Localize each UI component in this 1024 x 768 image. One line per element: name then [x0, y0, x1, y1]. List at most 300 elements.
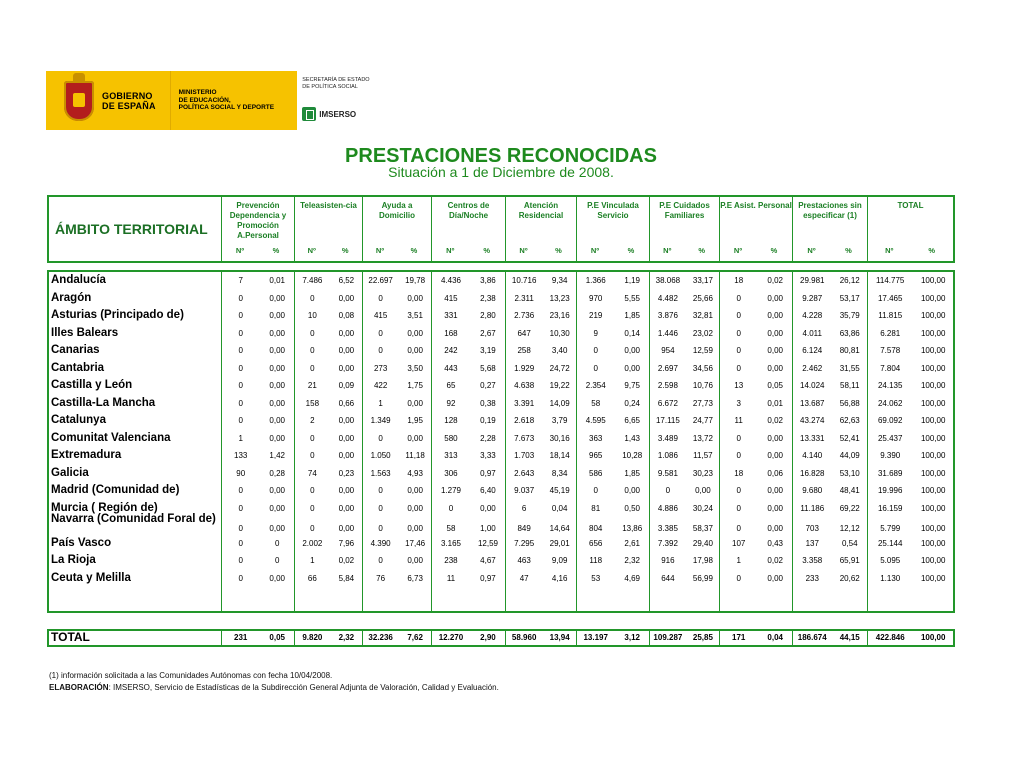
percent-cell: 2,80 [480, 311, 496, 320]
count-cell: 0 [310, 364, 315, 373]
percent-cell: 31,55 [839, 364, 860, 373]
header-banner [46, 71, 379, 130]
count-cell: 0 [238, 486, 243, 495]
count-subheader: Nº [375, 246, 385, 255]
secretaria-text: SECRETARÍA DE ESTADO DE POLÍTICA SOCIAL [302, 77, 370, 90]
count-cell: 11.815 [878, 311, 903, 320]
column-group-header [505, 197, 576, 261]
percent-cell: 34,56 [692, 364, 713, 373]
count-cell: 9.581 [657, 469, 678, 478]
column-group-header [719, 197, 792, 261]
count-cell: 804 [589, 524, 603, 533]
percent-cell: 10,76 [692, 381, 713, 390]
percent-cell: 56,99 [692, 574, 713, 583]
percent-cell: 69,22 [839, 504, 860, 513]
count-cell: 0 [238, 311, 243, 320]
percent-cell: 2,61 [624, 539, 640, 548]
count-cell: 2 [310, 416, 315, 425]
percent-cell: 48,41 [839, 486, 860, 495]
count-cell: 2.002 [302, 539, 323, 548]
percent-cell: 62,63 [839, 416, 860, 425]
region-name: Catalunya [51, 414, 106, 426]
region-name: Galicia [51, 467, 89, 479]
count-subheader: Nº [446, 246, 455, 255]
column-group-header [867, 197, 953, 261]
count-cell: 0 [378, 556, 383, 565]
percent-cell: 35,79 [839, 311, 860, 320]
region-name: La Rioja [51, 554, 96, 566]
count-cell: 3.489 [657, 434, 678, 443]
percent-cell: 12,59 [692, 346, 713, 355]
count-cell: 0 [665, 486, 671, 495]
ministerio-text: MINISTERIO DE EDUCACIÓN, POLÍTICA SOCIAL Y DEPORTE [178, 89, 275, 112]
count-cell: 7.673 [514, 434, 535, 443]
region-name: Illes Balears [51, 327, 119, 339]
percent-cell: 0,00 [338, 346, 355, 355]
percent-cell: 14,64 [549, 524, 570, 533]
percent-cell: 0,02 [767, 416, 783, 425]
percent-subheader: % [770, 246, 778, 255]
percent-cell: 23,02 [692, 329, 713, 338]
count-cell: 0 [310, 504, 315, 513]
count-cell: 0 [238, 416, 243, 425]
percent-cell: 0,00 [269, 574, 285, 583]
percent-cell: 4,16 [551, 574, 568, 583]
percent-cell: 30,16 [549, 434, 570, 443]
percent-cell: 1,00 [480, 524, 496, 533]
percent-cell: 17,46 [405, 539, 426, 548]
count-cell: 703 [805, 524, 819, 533]
percent-cell: 6,40 [480, 486, 496, 495]
percent-cell: 0,00 [269, 311, 285, 320]
percent-cell: 0,04 [767, 633, 783, 642]
percent-cell: 24,72 [549, 364, 570, 373]
column-group-label: Prestaciones sin especificar (1) [798, 201, 862, 220]
column-group-header [576, 197, 649, 261]
table-row [49, 326, 953, 343]
region-name: Castilla-La Mancha [51, 397, 156, 409]
count-cell: 1.929 [514, 364, 535, 373]
percent-cell: 1,42 [269, 451, 285, 460]
percent-cell: 0,00 [767, 346, 783, 355]
count-cell: 43.274 [800, 416, 825, 425]
count-cell: 954 [661, 346, 675, 355]
count-cell: 7.804 [880, 364, 901, 373]
percent-cell: 3,40 [551, 346, 568, 355]
count-cell: 4.886 [657, 504, 678, 513]
footnote-elaboracion: ELABORACIÓN: IMSERSO, Servicio de Estadísticas de la Subdirección General Adjunta de Valoración, Calidad y Evaluación. [49, 683, 499, 692]
column-group-header [294, 197, 362, 261]
count-cell: 5.799 [880, 524, 901, 533]
count-cell: 0 [736, 524, 741, 533]
percent-cell: 6,65 [624, 416, 640, 425]
count-cell: 656 [589, 539, 603, 548]
percent-cell: 19,22 [549, 381, 570, 390]
percent-cell: 58,37 [692, 524, 713, 533]
percent-cell: 33,17 [692, 276, 713, 285]
region-name: Andalucía [51, 274, 106, 286]
count-cell: 7.392 [657, 539, 678, 548]
region-name: TOTAL [51, 630, 90, 644]
percent-cell: 0,23 [338, 469, 355, 478]
percent-cell: 2,32 [338, 633, 355, 642]
percent-cell: 0,00 [269, 486, 285, 495]
table-row [49, 431, 953, 448]
count-cell: 586 [589, 469, 603, 478]
count-cell: 2.736 [514, 311, 535, 320]
percent-cell: 1,75 [407, 381, 423, 390]
total-row [49, 630, 953, 647]
table-row [49, 396, 953, 413]
count-cell: 76 [376, 574, 386, 583]
percent-cell: 0,00 [407, 504, 423, 513]
percent-cell: 0,00 [767, 524, 783, 533]
count-cell: 4.595 [585, 416, 606, 425]
percent-cell: 30,23 [692, 469, 713, 478]
percent-cell: 8,34 [551, 469, 568, 478]
percent-cell: 0,00 [269, 416, 285, 425]
count-cell: 53 [591, 574, 601, 583]
count-cell: 2.354 [585, 381, 606, 390]
column-group-header [431, 197, 505, 261]
percent-cell: 0,00 [624, 364, 640, 373]
count-cell: 7 [238, 276, 243, 285]
gobierno-text: GOBIERNO DE ESPAÑA [102, 90, 156, 111]
table-row [49, 273, 953, 290]
coat-of-arms-icon [64, 81, 94, 121]
percent-cell: 0,00 [269, 346, 285, 355]
count-cell: 0 [238, 539, 243, 548]
count-cell: 66 [307, 574, 317, 583]
column-group-label: P.E Vinculada Servicio [587, 201, 639, 220]
count-cell: 4.228 [802, 311, 823, 320]
percent-cell: 3,79 [551, 416, 568, 425]
count-cell: 0 [593, 486, 598, 495]
percent-cell: 18,14 [549, 451, 570, 460]
count-subheader: Nº [733, 246, 743, 255]
count-cell: 13.331 [800, 434, 825, 443]
count-cell: 0 [310, 524, 315, 533]
count-cell: 2.697 [657, 364, 678, 373]
percent-cell: 0,00 [407, 524, 423, 533]
count-cell: 0 [310, 329, 315, 338]
percent-cell: 0,00 [338, 451, 355, 460]
count-cell: 114.775 [876, 276, 905, 285]
column-group-header [362, 197, 431, 261]
percent-cell: 0,00 [269, 329, 285, 338]
percent-cell: 24,77 [692, 416, 713, 425]
percent-cell: 12,59 [477, 539, 498, 548]
count-cell: 0 [736, 294, 741, 303]
count-cell: 415 [444, 294, 458, 303]
percent-cell: 100,00 [920, 276, 946, 285]
count-cell: 25.144 [877, 539, 903, 548]
count-cell: 133 [234, 451, 248, 460]
percent-cell: 3,86 [480, 276, 496, 285]
table-row [49, 343, 953, 360]
count-cell: 13 [734, 381, 744, 390]
percent-cell: 0,00 [407, 434, 423, 443]
percent-cell: 0,66 [338, 399, 355, 408]
region-name: País Vasco [51, 537, 112, 549]
percent-cell: 0 [274, 539, 280, 548]
count-cell: 0 [593, 346, 598, 355]
percent-cell: 0,19 [480, 416, 496, 425]
count-cell: 0 [736, 346, 741, 355]
count-cell: 9.820 [302, 633, 323, 642]
count-cell: 331 [444, 311, 458, 320]
percent-cell: 0,27 [480, 381, 496, 390]
percent-subheader: % [928, 246, 936, 255]
count-cell: 647 [517, 329, 531, 338]
percent-cell: 0,54 [841, 539, 858, 548]
count-cell: 0 [593, 364, 598, 373]
count-cell: 118 [589, 556, 603, 565]
count-cell: 137 [805, 539, 819, 548]
percent-cell: 0,05 [269, 633, 285, 642]
column-group-header [221, 197, 294, 261]
percent-cell: 0,02 [767, 276, 783, 285]
count-cell: 219 [589, 311, 603, 320]
count-cell: 1.130 [880, 574, 901, 583]
percent-cell: 25,85 [692, 633, 713, 642]
column-group-label: Centros de Día/Noche [447, 201, 490, 220]
count-cell: 25.437 [877, 434, 903, 443]
count-subheader: Nº [663, 246, 672, 255]
percent-cell: 0,00 [269, 504, 285, 513]
column-group-label: P.E Asist. Personal [720, 201, 792, 210]
count-cell: 0 [736, 434, 741, 443]
table-row [49, 308, 953, 325]
count-cell: 3 [736, 399, 741, 408]
percent-cell: 0,00 [767, 486, 783, 495]
percent-cell: 45,19 [549, 486, 570, 495]
count-cell: 242 [444, 346, 458, 355]
count-cell: 9.037 [514, 486, 535, 495]
percent-cell: 0,02 [767, 556, 783, 565]
percent-cell: 0,00 [767, 294, 783, 303]
percent-cell: 14,09 [549, 399, 570, 408]
percent-cell: 0,28 [269, 469, 285, 478]
percent-cell: 0,50 [624, 504, 640, 513]
percent-cell: 53,17 [839, 294, 860, 303]
percent-subheader: % [410, 246, 418, 255]
count-cell: 2.598 [657, 381, 678, 390]
percent-subheader: % [845, 246, 852, 255]
percent-cell: 0,00 [407, 556, 423, 565]
count-cell: 2.462 [802, 364, 823, 373]
count-cell: 0 [736, 364, 741, 373]
count-cell: 19.996 [877, 486, 903, 495]
count-cell: 9.287 [802, 294, 823, 303]
count-cell: 109.287 [653, 633, 683, 642]
count-cell: 0 [238, 399, 243, 408]
region-name: Castilla y León [51, 379, 133, 391]
count-cell: 17.465 [877, 294, 903, 303]
count-cell: 0 [310, 486, 315, 495]
percent-cell: 0,00 [767, 434, 783, 443]
ministerio-block [170, 71, 298, 130]
count-cell: 0 [736, 451, 741, 460]
percent-cell: 0,00 [407, 399, 423, 408]
percent-cell: 5,84 [338, 574, 355, 583]
percent-cell: 0,00 [338, 434, 355, 443]
count-cell: 1 [736, 556, 741, 565]
count-cell: 4.140 [802, 451, 823, 460]
count-cell: 3.385 [657, 524, 678, 533]
count-cell: 258 [517, 346, 531, 355]
count-cell: 1.563 [370, 469, 391, 478]
table-row [49, 483, 953, 500]
percent-cell: 0,00 [338, 486, 355, 495]
percent-cell: 0,00 [269, 399, 285, 408]
percent-cell: 100,00 [920, 381, 946, 390]
count-cell: 24.062 [877, 399, 903, 408]
table-row [49, 571, 953, 588]
table-header [47, 195, 955, 263]
percent-cell: 11,18 [405, 451, 425, 460]
percent-cell: 11,57 [693, 451, 713, 460]
count-cell: 415 [373, 311, 388, 320]
percent-cell: 19,78 [405, 276, 426, 285]
percent-cell: 0,00 [407, 346, 423, 355]
count-cell: 1.703 [514, 451, 535, 460]
region-name: Ceuta y Melilla [51, 572, 131, 584]
percent-cell: 56,88 [839, 399, 860, 408]
percent-cell: 30,24 [692, 504, 713, 513]
percent-cell: 0,00 [767, 329, 783, 338]
percent-cell: 9,34 [551, 276, 568, 285]
count-cell: 31.689 [877, 469, 903, 478]
percent-cell: 0,00 [767, 451, 783, 460]
percent-cell: 100,00 [920, 574, 946, 583]
percent-cell: 13,23 [549, 294, 570, 303]
count-cell: 0 [310, 451, 315, 460]
percent-cell: 0,09 [338, 381, 355, 390]
column-group-header [649, 197, 719, 261]
imserso-logo [302, 107, 379, 121]
percent-cell: 6,73 [407, 574, 423, 583]
count-cell: 916 [661, 556, 675, 565]
region-name: Madrid (Comunidad de) [51, 484, 180, 496]
percent-cell: 0,00 [338, 504, 355, 513]
count-cell: 0 [378, 504, 383, 513]
column-group-header [792, 197, 867, 261]
percent-cell: 26,12 [839, 276, 860, 285]
percent-cell: 32,81 [692, 311, 713, 320]
count-cell: 14.024 [800, 381, 825, 390]
percent-cell: 10,30 [549, 329, 570, 338]
count-cell: 580 [444, 434, 458, 443]
count-cell: 18 [734, 469, 744, 478]
count-subheader: Nº [590, 246, 600, 255]
count-cell: 58 [446, 524, 456, 533]
count-cell: 422.846 [875, 633, 905, 642]
count-cell: 0 [238, 574, 243, 583]
percent-subheader: % [555, 246, 562, 255]
percent-cell: 0,01 [767, 399, 783, 408]
percent-cell: 5,68 [480, 364, 496, 373]
count-cell: 0 [378, 294, 383, 303]
percent-cell: 100,00 [920, 486, 946, 495]
percent-cell: 0,00 [269, 434, 285, 443]
count-cell: 0 [310, 294, 315, 303]
count-cell: 29.981 [800, 276, 825, 285]
count-cell: 0 [238, 524, 243, 533]
percent-cell: 3,33 [480, 451, 496, 460]
count-subheader: Nº [307, 246, 316, 255]
count-cell: 12.270 [438, 633, 464, 642]
count-cell: 107 [732, 539, 746, 548]
count-cell: 7.486 [302, 276, 323, 285]
percent-cell: 44,09 [839, 451, 860, 460]
percent-cell: 100,00 [920, 434, 946, 443]
table-row [49, 291, 953, 308]
percent-cell: 0,00 [767, 311, 783, 320]
count-cell: 1.279 [440, 486, 461, 495]
gobierno-block [46, 71, 170, 130]
percent-subheader: % [272, 246, 280, 255]
count-cell: 4.482 [657, 294, 678, 303]
count-cell: 90 [236, 469, 246, 478]
count-cell: 18 [734, 276, 744, 285]
count-cell: 10 [307, 311, 317, 320]
count-cell: 849 [517, 524, 531, 533]
percent-cell: 52,41 [839, 434, 860, 443]
percent-cell: 2,90 [480, 633, 496, 642]
count-cell: 2.311 [514, 294, 534, 303]
column-group-label: TOTAL [897, 201, 924, 210]
count-cell: 13.197 [583, 633, 608, 642]
count-cell: 1.349 [370, 416, 391, 425]
percent-cell: 1,43 [624, 434, 640, 443]
footnotes [49, 670, 499, 694]
count-cell: 69.092 [877, 416, 903, 425]
count-cell: 644 [661, 574, 675, 583]
percent-subheader: % [341, 246, 349, 255]
percent-cell: 13,72 [692, 434, 713, 443]
count-cell: 0 [736, 311, 741, 320]
table-row [49, 536, 953, 553]
percent-cell: 27,73 [692, 399, 713, 408]
percent-cell: 100,00 [920, 556, 946, 565]
region-name: Comunitat Valenciana [51, 432, 171, 444]
percent-cell: 7,96 [338, 539, 355, 548]
table-body [47, 270, 955, 613]
count-cell: 0 [238, 364, 243, 373]
count-cell: 128 [444, 416, 458, 425]
count-cell: 47 [519, 574, 529, 583]
region-column-header: ÁMBITO TERRITORIAL [55, 221, 208, 237]
count-cell: 4.436 [440, 276, 461, 285]
page-title: PRESTACIONES RECONOCIDAS [345, 145, 657, 167]
count-cell: 1.446 [657, 329, 678, 338]
count-cell: 4.011 [802, 329, 822, 338]
count-cell: 92 [446, 399, 456, 408]
percent-subheader: % [483, 246, 491, 255]
count-cell: 6.281 [880, 329, 901, 338]
percent-cell: 0,00 [338, 364, 355, 373]
count-cell: 1 [238, 434, 243, 443]
page-subtitle: Situación a 1 de Diciembre de 2008. [388, 164, 614, 180]
percent-cell: 100,00 [920, 416, 946, 425]
percent-cell: 2,67 [480, 329, 496, 338]
count-cell: 10.716 [511, 276, 537, 285]
percent-cell: 0 [274, 556, 280, 565]
count-cell: 0 [238, 504, 243, 513]
percent-cell: 13,94 [549, 633, 570, 642]
count-cell: 965 [589, 451, 603, 460]
